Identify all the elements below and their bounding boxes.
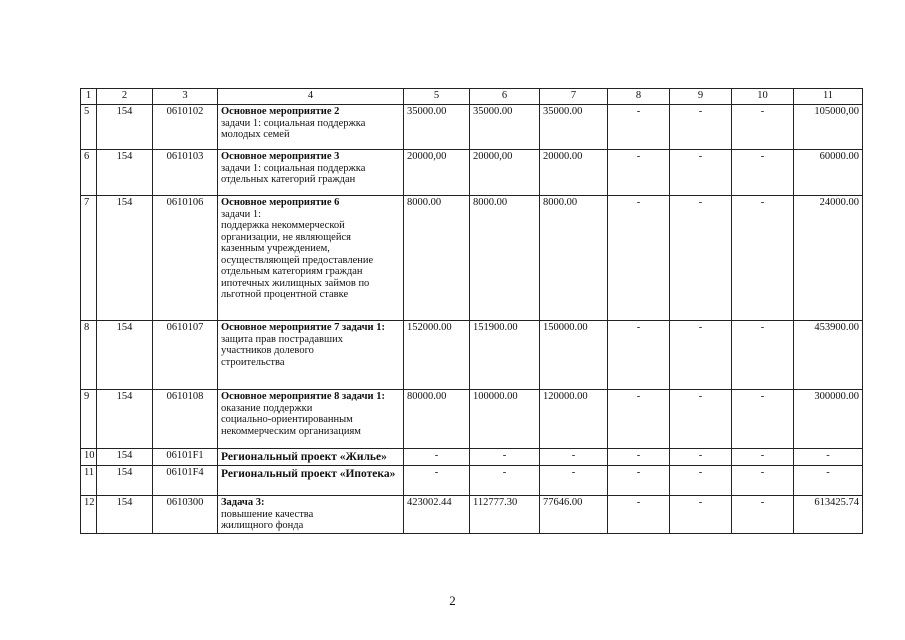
amount-total: 453900.00 — [794, 321, 863, 390]
header-cell: 11 — [794, 89, 863, 105]
activity-text-line: отдельных категорий граждан — [221, 174, 356, 185]
activity-title: Региональный проект «Ипотека» — [221, 468, 396, 480]
department-code: 154 — [97, 390, 153, 449]
activity-text-line: поддержка некоммерческой — [221, 220, 345, 231]
amount-col10: - — [732, 496, 794, 534]
activity-title: Основное мероприятие 2 — [221, 106, 340, 117]
activity-title: Основное мероприятие 6 — [221, 197, 340, 208]
amount-col6: 151900.00 — [470, 321, 540, 390]
activity-description — [218, 496, 404, 534]
activity-title: Региональный проект «Жилье» — [221, 451, 387, 463]
amount-col5: 8000.00 — [404, 196, 470, 321]
header-cell: 6 — [470, 89, 540, 105]
amount-col9: - — [670, 390, 732, 449]
amount-col6: 112777.30 — [470, 496, 540, 534]
table-row — [81, 321, 863, 390]
amount-col10: - — [732, 449, 794, 466]
activity-description — [218, 390, 404, 449]
row-number: 9 — [81, 390, 97, 449]
amount-col8: - — [608, 196, 670, 321]
amount-col9: - — [670, 449, 732, 466]
department-code: 154 — [97, 150, 153, 196]
row-number: 11 — [81, 466, 97, 496]
activity-text-line: участников долевого — [221, 345, 314, 356]
amount-total: - — [794, 466, 863, 496]
amount-total: - — [794, 449, 863, 466]
header-cell: 4 — [218, 89, 404, 105]
amount-col5: 152000.00 — [404, 321, 470, 390]
table-row — [81, 105, 863, 150]
header-cell: 1 — [81, 89, 97, 105]
table-row — [81, 150, 863, 196]
budget-code: 0610300 — [153, 496, 218, 534]
amount-total: 24000.00 — [794, 196, 863, 321]
activity-text-line: ипотечных жилищных займов по — [221, 277, 370, 289]
amount-col9: - — [670, 466, 732, 496]
budget-table — [80, 88, 863, 534]
activity-title: Основное мероприятие 7 задачи 1: — [221, 322, 385, 333]
amount-total: 60000.00 — [794, 150, 863, 196]
amount-col5: - — [404, 449, 470, 466]
table-row — [81, 496, 863, 534]
activity-text-line: некоммерческим организациям — [221, 425, 361, 437]
header-cell: 2 — [97, 89, 153, 105]
activity-text-line: молодых семей — [221, 129, 290, 140]
budget-code: 0610102 — [153, 105, 218, 150]
activity-text-line: осуществляющей предоставление — [221, 254, 374, 266]
row-number: 8 — [81, 321, 97, 390]
row-number: 7 — [81, 196, 97, 321]
activity-text-line: задачи 1: социальная поддержка — [221, 117, 366, 129]
activity-description — [218, 321, 404, 390]
amount-col5: 35000.00 — [404, 105, 470, 150]
budget-code: 06101F1 — [153, 449, 218, 466]
table-row — [81, 196, 863, 321]
row-number: 12 — [81, 496, 97, 534]
activity-text-line: казенным учреждением, — [221, 243, 330, 254]
amount-col7: 8000.00 — [540, 196, 608, 321]
amount-col5: 423002.44 — [404, 496, 470, 534]
amount-col6: 100000.00 — [470, 390, 540, 449]
budget-code: 0610106 — [153, 196, 218, 321]
amount-col6: 8000.00 — [470, 196, 540, 321]
amount-col6: - — [470, 449, 540, 466]
amount-col5: 20000,00 — [404, 150, 470, 196]
activity-text-line: социально-ориентированным — [221, 414, 353, 425]
amount-col6: 20000,00 — [470, 150, 540, 196]
header-cell: 10 — [732, 89, 794, 105]
amount-col8: - — [608, 390, 670, 449]
activity-text-line: защита прав пострадавших — [221, 333, 343, 345]
activity-text-line: задачи 1: — [221, 208, 262, 220]
amount-col5: 80000.00 — [404, 390, 470, 449]
department-code: 154 — [97, 496, 153, 534]
budget-code: 0610103 — [153, 150, 218, 196]
header-cell: 7 — [540, 89, 608, 105]
amount-col8: - — [608, 466, 670, 496]
department-code: 154 — [97, 466, 153, 496]
activity-text-line: задачи 1: социальная поддержка — [221, 162, 366, 174]
amount-col7: 77646.00 — [540, 496, 608, 534]
header-cell: 8 — [608, 89, 670, 105]
activity-text-line: отдельным категориям граждан — [221, 266, 363, 277]
amount-col10: - — [732, 105, 794, 150]
activity-description — [218, 466, 404, 496]
row-number: 6 — [81, 150, 97, 196]
amount-col9: - — [670, 496, 732, 534]
amount-col9: - — [670, 196, 732, 321]
amount-col9: - — [670, 321, 732, 390]
table-body — [81, 105, 863, 534]
activity-text-line: повышение качества — [221, 508, 314, 520]
activity-description — [218, 105, 404, 150]
amount-col5: - — [404, 466, 470, 496]
amount-col8: - — [608, 321, 670, 390]
amount-col8: - — [608, 449, 670, 466]
activity-text-line: жилищного фонда — [221, 520, 304, 531]
table-row — [81, 390, 863, 449]
activity-title: Основное мероприятие 3 — [221, 151, 340, 162]
header-cell: 5 — [404, 89, 470, 105]
row-number: 10 — [81, 449, 97, 466]
activity-text-line: льготной процентной ставке — [221, 289, 349, 300]
activity-text-line: оказание поддержки — [221, 402, 313, 414]
activity-title: Задача 3: — [221, 497, 265, 508]
amount-col10: - — [732, 390, 794, 449]
header-row — [81, 89, 863, 105]
activity-description — [218, 449, 404, 466]
amount-col9: - — [670, 105, 732, 150]
budget-code: 06101F4 — [153, 466, 218, 496]
amount-total: 300000.00 — [794, 390, 863, 449]
amount-col7: 150000.00 — [540, 321, 608, 390]
amount-col7: - — [540, 449, 608, 466]
activity-title: Основное мероприятие 8 задачи 1: — [221, 391, 385, 402]
amount-col8: - — [608, 105, 670, 150]
amount-total: 613425.74 — [794, 496, 863, 534]
activity-description — [218, 196, 404, 321]
department-code: 154 — [97, 449, 153, 466]
department-code: 154 — [97, 196, 153, 321]
activity-description — [218, 150, 404, 196]
amount-col6: 35000.00 — [470, 105, 540, 150]
activity-text-line: организации, не являющейся — [221, 231, 351, 243]
amount-col8: - — [608, 496, 670, 534]
table-row — [81, 449, 863, 466]
header-cell: 9 — [670, 89, 732, 105]
budget-code: 0610107 — [153, 321, 218, 390]
amount-col9: - — [670, 150, 732, 196]
amount-col7: 120000.00 — [540, 390, 608, 449]
amount-col10: - — [732, 150, 794, 196]
table-row — [81, 466, 863, 496]
department-code: 154 — [97, 105, 153, 150]
amount-col6: - — [470, 466, 540, 496]
department-code: 154 — [97, 321, 153, 390]
amount-col7: 20000.00 — [540, 150, 608, 196]
amount-total: 105000,00 — [794, 105, 863, 150]
amount-col10: - — [732, 321, 794, 390]
amount-col10: - — [732, 466, 794, 496]
amount-col7: 35000.00 — [540, 105, 608, 150]
header-cell: 3 — [153, 89, 218, 105]
amount-col8: - — [608, 150, 670, 196]
amount-col7: - — [540, 466, 608, 496]
budget-code: 0610108 — [153, 390, 218, 449]
activity-text-line: строительства — [221, 356, 285, 368]
amount-col10: - — [732, 196, 794, 321]
row-number: 5 — [81, 105, 97, 150]
page-number: 2 — [449, 593, 456, 608]
